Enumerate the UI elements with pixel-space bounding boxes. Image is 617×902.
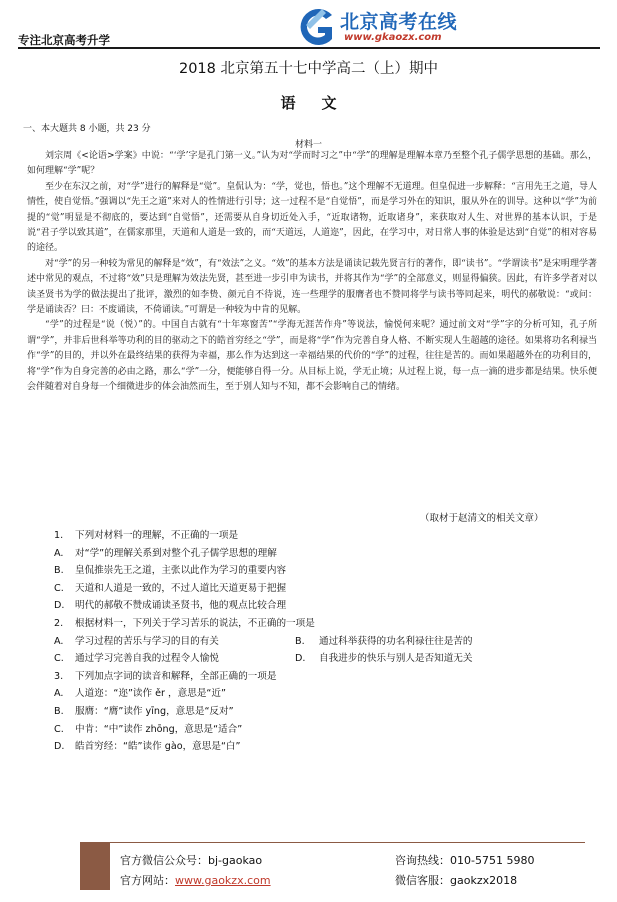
footer-website (120, 872, 271, 888)
option-letter: A. (54, 635, 64, 647)
footer-service: 微信客服：gaokzx2018 (395, 874, 518, 887)
passage-paragraph: 刘宗周《<论语>学案》中说：“‘学’字是孔门第一义。”认为对“学而时习之”中“学”的理解是理解本章乃至整个孔子儒学思想的基础。那么，如何理解“学”呢？ (27, 151, 597, 177)
passage-source: （取材于赵清文的相关文章） (420, 513, 544, 524)
option-letter: B. (54, 705, 64, 717)
option-text: 自我进步的快乐与别人是否知道无关 (319, 653, 473, 665)
passage-paragraph: 对“学”的另一种较为常见的解释是“效”，有“效法”之义。“效”的基本方法是诵读记载先贤言行的著作，即“读书”。“学谓读书”是宋明理学著述中常见的观点，不过将“效”只是理解为效法先贤，甚至进一步引申为读书，并将其作为“学”的全部意义，则显得偏狭。因此，有许多学者对以读圣贤书为学的做法提出了批评，激烈的如李贽、颜元自不待说，连一些理学的服膺者也不赞同将学与读书等同起来，明代的郝敬说：“或问：学是诵读否？曰：不废诵读，不倚诵读。”可谓是一种较为中肯的见解。 (27, 258, 597, 316)
option-letter: C. (54, 582, 64, 594)
question-stem (50, 668, 590, 686)
reading-passage (27, 149, 597, 396)
page-footer (80, 842, 585, 890)
footer-website-link[interactable]: www.gaokzx.com (175, 874, 271, 887)
option-letter: D. (54, 600, 65, 612)
footer-website-label: 官方网站： (120, 874, 175, 887)
option-text: 通过科举获得的功名利禄往往是苦的 (319, 635, 473, 647)
question-number: 2. (54, 617, 64, 629)
footer-hotline: 咨询热线：010-5751 5980 (395, 854, 535, 867)
question-text: 根据材料一，下列关于学习苦乐的说法，不正确的一项是 (75, 617, 315, 629)
option-text: 服膺：“膺”读作 yīng，意思是“反对” (75, 705, 234, 717)
footer-accent-bar (80, 842, 110, 890)
exam-title: 2018 北京第五十七中学高二（上）期中 (178, 61, 438, 77)
option-letter: B. (54, 565, 64, 577)
passage-paragraph: “学”的过程是“说（悦）”的。中国自古就有“十年寒窗苦”“学海无涯苦作舟”等说法，愉悦何来呢？通过前文对“学”字的分析可知，孔子所谓“学”，并非后世科举等功利的目的驱动之下的皓首穷经之“学”，而是将“学”作为完善自身人格、不断实现人生超越的途径。如果将功名利禄当作“学”的目的，并以外在最终结果的获得为幸福，那么作为达到这一幸福结果的代价的“学”的过程，往往是苦的。而如果超越外在的功利目的，将“学”作为自身完善的必由之路，那么“学”一分，便能够自得一分。从目标上说，学无止境；从过程上说，每一点一滴的进步都是结果。快乐便会伴随着对自身每一个细微进步的体会油然而生，至于别人知与不知，都不会影响自己的情绪。 (27, 320, 597, 393)
logo-g-icon (292, 5, 338, 49)
logo-url: www.gkaozx.com (344, 32, 442, 43)
option-text: 通过学习完善自我的过程令人愉悦 (75, 653, 219, 665)
option-text: 天道和人道是一致的，不过人道比天道更易于把握 (75, 582, 287, 594)
option-letter: A. (54, 547, 64, 559)
question-text: 下列对材料一的理解，不正确的一项是 (75, 530, 239, 541)
answer-option (50, 685, 590, 703)
question-number: 1. (54, 530, 64, 541)
option-text: 明代的郝敬不赞成诵读圣贤书，他的观点比较合理 (75, 600, 287, 612)
answer-option (50, 562, 590, 580)
option-text: 人道迩：“迩”读作 ěr ，意思是“近” (75, 688, 226, 700)
logo-name: 北京高考在线 (340, 11, 458, 33)
answer-option-row (50, 650, 590, 668)
answer-option (50, 545, 590, 563)
material-title: 材料一 (294, 140, 322, 150)
option-letter: D. (54, 741, 65, 753)
header-tagline: 专注北京高考升学 (18, 33, 110, 47)
option-text: 皓首穷经：“皓”读作 gào，意思是“白” (75, 741, 241, 753)
site-logo[interactable] (292, 5, 492, 51)
answer-option (50, 580, 590, 598)
option-letter: C. (54, 723, 64, 735)
footer-wechat: 官方微信公众号：bj-gaokao (120, 854, 263, 867)
option-letter: A. (54, 688, 64, 700)
option-letter: B. (295, 635, 305, 647)
answer-option (50, 597, 590, 615)
question-list (50, 527, 590, 756)
question-text: 下列加点字词的读音和解释，全部正确的一项是 (75, 670, 277, 682)
passage-paragraph: 至少在东汉之前，对“学”进行的解释是“觉”。皇侃认为：“学，觉也，悟也。”这个理解不无道理。但皇侃进一步解释：“言用先王之道，导人情性，使自觉悟。”强调以“先王之道”来对人的性情进行引导；这一过程不是“自觉悟”，而是学习外在的知识，服从外在的训导。这种以“学”为前提的“觉”明显是不彻底的，要达到“自觉悟”，还需要从自身切近处入手，“近取诸物，近取诸身”，来获取对人生、对世界的基本认识，于是说“君子学以致其道”，在儒家那里，天道和人道是一致的，而“天道远，人道迩”，因此，在学习中，对日常人事的体验是达到“自觉”的相对容易的途径。 (27, 181, 597, 254)
option-text: 对“学”的理解关系到对整个孔子儒学思想的理解 (75, 547, 277, 559)
question-stem (50, 615, 590, 633)
option-letter: C. (54, 653, 64, 665)
answer-option-row (50, 633, 590, 651)
answer-option (50, 703, 590, 721)
question-stem (50, 527, 590, 545)
answer-option (50, 738, 590, 756)
subject-title: 语文 (280, 94, 363, 112)
answer-option (50, 721, 590, 739)
header-divider (18, 47, 600, 49)
option-letter: D. (295, 653, 306, 665)
option-text: 学习过程的苦乐与学习的目的有关 (75, 635, 219, 647)
section-heading: 一、本大题共 8 小题，共 23 分 (23, 124, 151, 134)
option-text: 皇侃推崇先王之道，主张以此作为学习的重要内容 (75, 565, 287, 577)
question-number: 3. (54, 670, 64, 682)
footer-divider (110, 842, 585, 843)
option-text: 中肯：“中”读作 zhōng，意思是“适合” (75, 723, 243, 735)
